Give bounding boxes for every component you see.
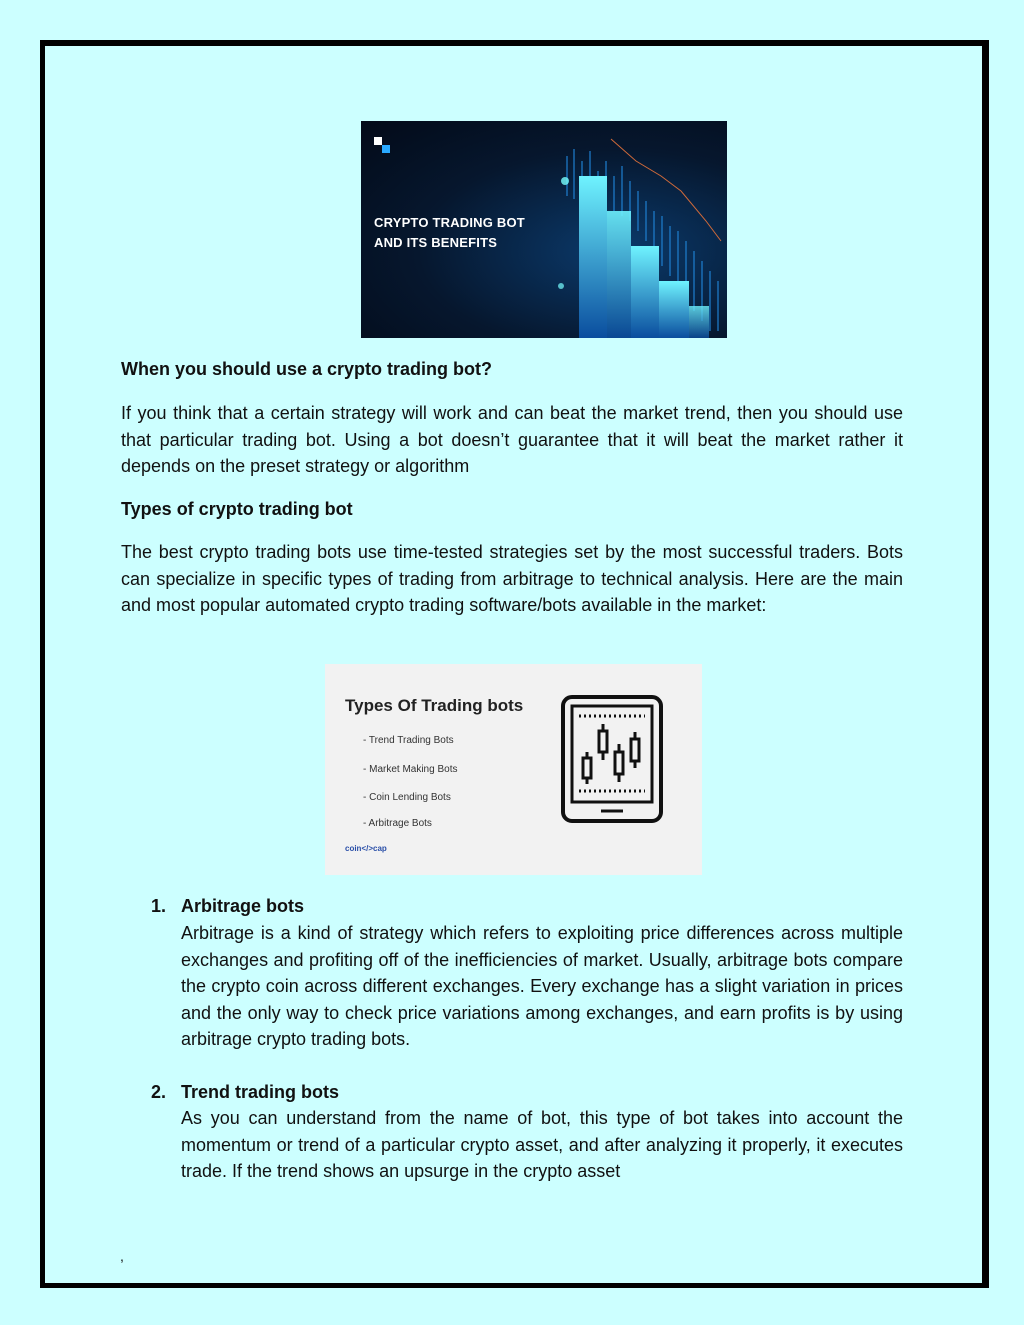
types-card-item: - Coin Lending Bots (363, 792, 451, 803)
hero-title (374, 213, 525, 253)
hero-image (361, 121, 727, 338)
list-number: 1. (151, 896, 167, 916)
types-card-item: - Market Making Bots (363, 764, 458, 775)
types-card-image (325, 664, 702, 875)
hero-title-line2: AND ITS BENEFITS (374, 235, 498, 250)
list-item-body: As you can understand from the name of bot, this type of bot takes into account the momentum or trend of a particular crypto asset, and after analyzing it properly, it executes trade. If the trend shows an upsurge in the crypto asset (181, 1108, 903, 1181)
types-card-title: Types Of Trading bots (345, 696, 524, 715)
brand-logo: coin</>cap (345, 844, 387, 853)
section1-heading: When you should use a crypto trading bot? (121, 359, 493, 379)
tablet-candlestick-icon (559, 694, 665, 824)
section2-body: The best crypto trading bots use time-tested strategies set by the most successful traders. Bots can specialize in specific types of trading from arbitrage to technical analysis. Here are the main and most popular automated crypto trading software/bots available in the market: (121, 542, 903, 616)
list-item-heading: Arbitrage bots (181, 896, 305, 916)
hero-title-line1: CRYPTO TRADING BOT (374, 215, 525, 230)
list-item-heading: Trend trading bots (181, 1082, 340, 1102)
list-item-body: Arbitrage is a kind of strategy which refers to exploiting price differences across multiple exchanges and profiting off of the inefficiencies of market. Usually, arbitrage bots compare the crypto coin across different exchanges. Every exchange has a slight variation in prices and the only way to check price variations among exchanges, and earn profits is by using arbitrage crypto trading bots. (181, 923, 903, 1049)
list-number: 2. (151, 1082, 167, 1102)
types-card-item: - Arbitrage Bots (363, 818, 432, 829)
footer-mark: , (120, 1248, 124, 1264)
section2-heading: Types of crypto trading bot (121, 499, 353, 519)
section1-body: If you think that a certain strategy will work and can beat the market trend, then you should use that particular trading bot. Using a bot doesn’t guarantee that it will beat the market rather it depends on the preset strategy or algorithm (121, 403, 903, 477)
types-card-item: - Trend Trading Bots (363, 735, 454, 746)
